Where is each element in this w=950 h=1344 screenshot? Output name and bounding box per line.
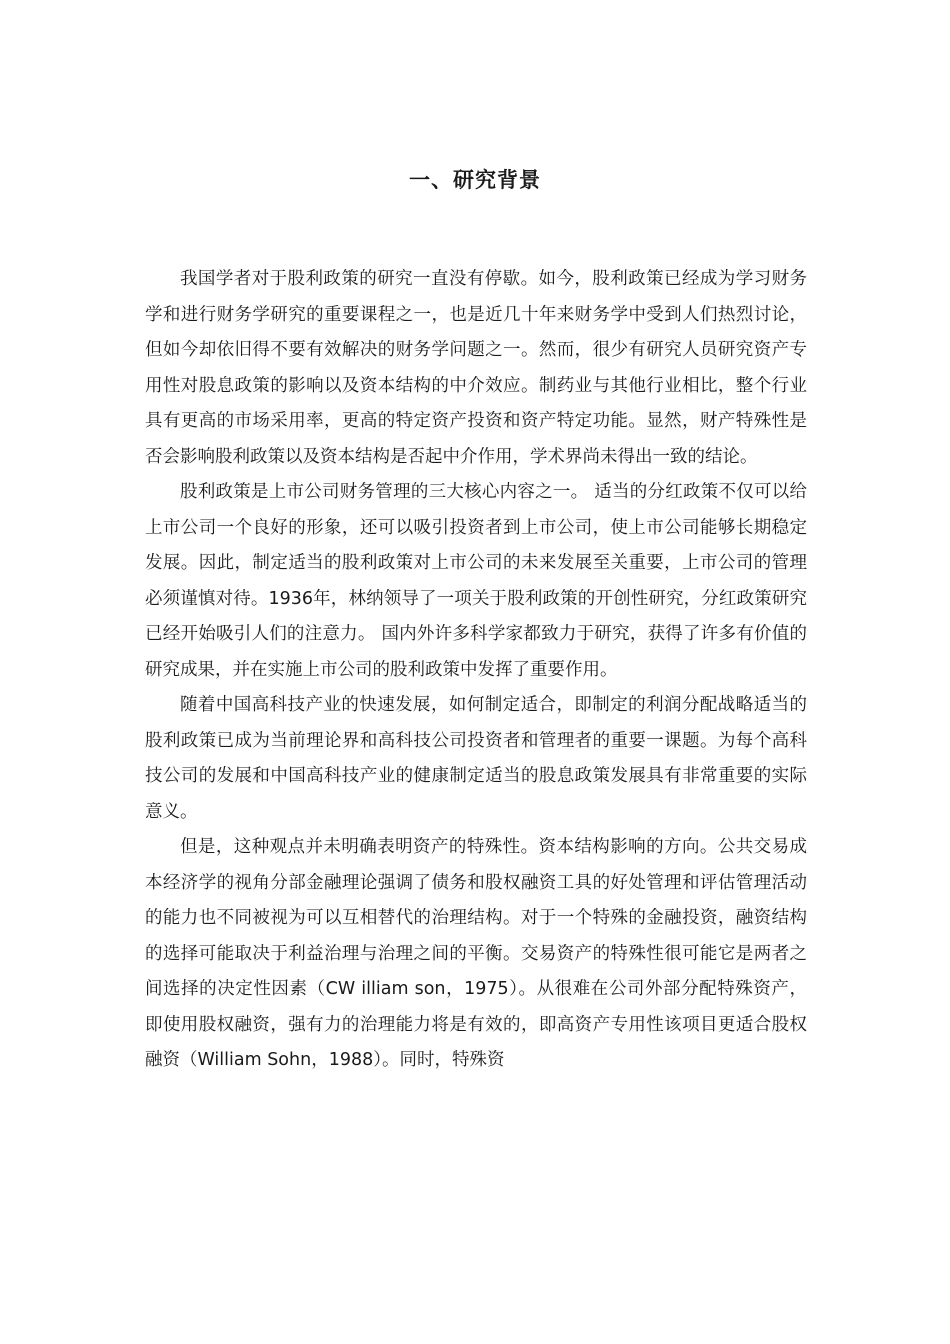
paragraph-high-tech-industry: 随着中国高科技产业的快速发展，如何制定适合，即制定的利润分配战略适当的股利政策已成为当前理论界和高科技公司投资者和管理者的重要一课题。为每个高科技公司的发展和中国高科技产业的健康制定适当的股息政策发展具有非常重要的实际意义。 xyxy=(145,695,807,822)
section-heading: 一、研究背景 xyxy=(409,168,541,192)
paragraph-research-background: 我国学者对于股利政策的研究一直没有停歇。如今，股利政策已经成为学习财务学和进行财务学研究的重要课程之一，也是近几十年来财务学中受到人们热烈讨论，但如今却依旧得不要有效解决的财务学问题之一。然而，很少有研究人员研究资产专用性对股息政策的影响以及资本结构的中介效应。制药业与其他行业相比，整个行业具有更高的市场采用率，更高的特定资产投资和资产特定功能。显然，财产特殊性是否会影响股利政策以及资本结构是否起中介作用，学术界尚未得出一致的结论。 xyxy=(145,269,807,467)
paragraph-asset-specificity: 但是，这种观点并未明确表明资产的特殊性。资本结构影响的方向。公共交易成本经济学的视角分部金融理论强调了债务和股权融资工具的好处管理和评估管理活动的能力也不同被视为可以互相替代的治理结构。对于一个特殊的金融投资，融资结构的选择可能取决于利益治理与治理之间的平衡。交易资产的特殊性很可能它是两者之间选择的决定性因素（CW illiam son，1975）。从很难在公司外部分配特殊资产，即使用股权融资，强有力的治理能力将是有效的，即高资产专用性该项目更适合股权融资（William Sohn，1988）。同时，特殊资 xyxy=(145,837,807,1070)
paragraph-dividend-policy: 股利政策是上市公司财务管理的三大核心内容之一。 适当的分红政策不仅可以给上市公司一个良好的形象，还可以吸引投资者到上市公司，使上市公司能够长期稳定发展。因此，制定适当的股利政策对上市公司的未来发展至关重要，上市公司的管理必须谨慎对待。1936年，林纳领导了一项关于股利政策的开创性研究，分红政策研究已经开始吸引人们的注意力。 国内外许多科学家都致力于研究，获得了许多有价值的研究成果，并在实施上市公司的股利政策中发挥了重要作用。 xyxy=(145,482,807,680)
document-body xyxy=(145,262,807,1079)
